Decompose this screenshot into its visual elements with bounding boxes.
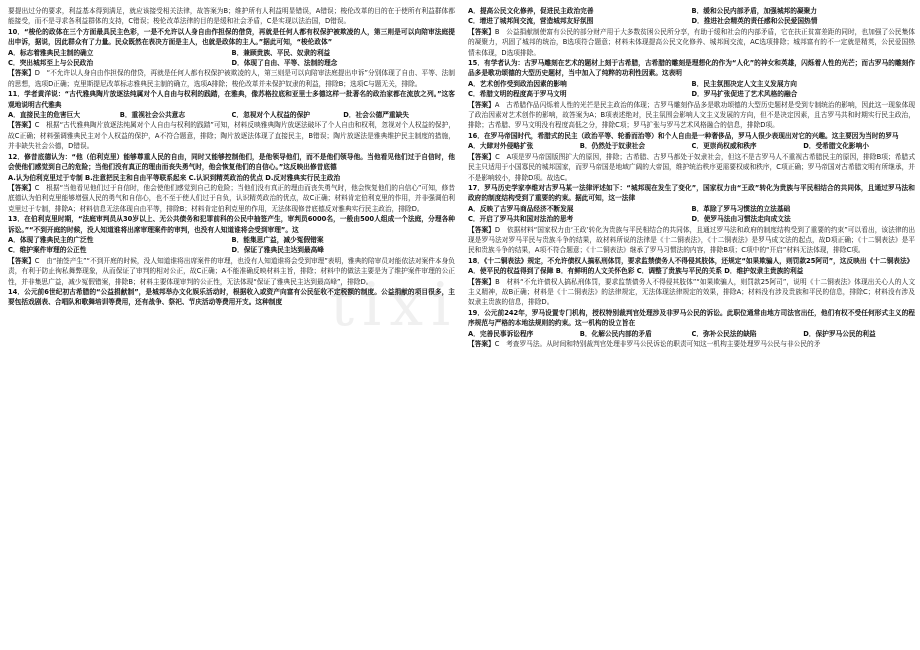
options-row (468, 266, 915, 276)
question-stem: 17．罗马历史学家李维对古罗马某一法律评述如下：“城邦现在发生了变化”，国家权力由“王政”转化为贵族与平民相结合的共同体，且通过罗马法和政府的制度结构受到了重要的约束。据此可知，这一法律 (468, 183, 915, 203)
option: B．能集思广益，减少冤假错案 (231, 235, 324, 244)
answer-explanation (468, 339, 915, 349)
option: B．化解公民内部的矛盾 (579, 329, 652, 338)
options-row (468, 89, 915, 99)
option: D．保护罗马公民的利益 (803, 329, 876, 338)
left-column (8, 6, 455, 308)
answer-text: C 根据“古代雅典陶片放逐法纯属对个人自由与权利的践踏”可知，材料反映雅典陶片放逐法破坏了个人自由和权利，忽视对个人权益的保护，故C正确；材料强调雅典民主对个人权益的保护，A不符合题意，排除；陶片放逐法体现了直接民主，B错误；陶片放逐法是雅典维护民主制度的措施，并非缺失社会公德，D错误。 (8, 121, 456, 151)
option: D．推进社会精英的责任感和公民爱国热情 (691, 17, 818, 26)
options-row (8, 235, 455, 245)
option: B．民主氛围决定人文主义发展方向 (691, 79, 797, 88)
answer-text: C 考查罗马法。从时间和特别裁判官处理非罗马公民诉讼的职责可知这一机构主要处理罗马公民与非公民的矛 (494, 340, 821, 348)
answer-explanation (468, 100, 915, 131)
options-row (8, 110, 455, 120)
option: C．更崇尚权威和秩序 (691, 142, 757, 151)
option: A．提高公民文化修养，促进民主政治完善 (468, 7, 594, 15)
option: C．忽视对个人权益的保护 (231, 111, 310, 120)
options-row (8, 245, 455, 255)
answer-label: 【答案】 (468, 100, 495, 109)
answer-explanation (468, 152, 915, 183)
answer-text: D “不允许以人身自由作担保的借贷，再就是任何人都有权保护被欺凌的人，第三则是可以向陪审法庭提出申诉”分别体现了自由、平等、法制的思想，选项D正确；克里斯提尼改革标志雅典民主制的确立，选项A排除；梭伦改革并未保护奴隶的利益，排除B；选项C与题无关，排除。 (8, 69, 455, 88)
options-row (468, 204, 915, 214)
option: A．反映了古罗马商品经济不断发展 (468, 204, 574, 213)
option: A．艺术创作受到政治因素的影响 (468, 79, 567, 88)
options-row (468, 141, 915, 151)
answer-explanation (8, 256, 455, 287)
option: D．使罗马法由习惯法走向成文法 (691, 215, 791, 224)
question-stem: 10．“梭伦的政体在三个方面最具民主色彩，一是不允许以人身自由作担保的借贷，再就是任何人都有权保护被欺凌的人，第三则是可以向陪审法庭提出申诉，据说，因此群众有了力量。民众既然在表决方面是主人，也就是政体的主人。”据此可知，“梭伦政体” (8, 27, 455, 47)
option: D．受希腊文化影响小 (803, 142, 869, 151)
options-row (468, 16, 915, 26)
answer-text: C 根据“当他看见他们过于自信时，他会使他们感觉到自己的危险；当他们没有真正的理由而丧失勇气时，他会恢复他们的自信心”可知，修昔底德认为伯利克里能够增强人民的勇气和自信心，也不至于使人们过于自负，认识精英政治的优点，故C正确；材料肯定伯利克里的作用，并非强调伯利克里过于专制，排除A；材料信息无法体现自由平等，排除B；材料肯定伯利克里的作用，无法体现修昔底德反对雅典实行民主政治，排除D。 (8, 183, 456, 213)
answer-explanation (468, 225, 915, 256)
option: B．革除了罗马习惯法的立法基础 (691, 204, 791, 213)
answer-explanation (468, 27, 915, 58)
option: C．开启了罗马共和国对法治的思考 (468, 215, 574, 224)
question-stem: 11．学者黄洋说：“古代雅典陶片放逐法纯属对个人自由与权利的践踏，在雅典，像苏格拉底和亚里士多德这样一批著名的政治家都在流放之列。”这客观地说明古代雅典 (8, 90, 455, 109)
option: C．维护案件审理的公正性 (8, 246, 87, 255)
options-row (8, 58, 455, 68)
answer-text: C 由“抽签产生”“不到开庭的时候，没人知道谁将出席案件的审理，也没有人知道谁将会受到审理”表明，雅典的陪审员对能依法对案件本身负责，有利于防止徇私舞弊现象，从而保证了审判的相对公正，故C正确；A不能准确反映材料主旨，排除；材料中的做法主要是为了维护案件审理的公正性，并非集思广益，减少冤假错案，排除B；材料主要体现审判的公正性，无法体现“保证了雅典民主达到最高峰”，排除D。 (8, 256, 455, 286)
option: D．社会公德严重缺失 (343, 111, 409, 120)
option: C．希腊文明的程度高于罗马文明 (468, 90, 567, 99)
answer-label: 【答案】 (8, 69, 35, 78)
answer-text: D 依据材料“国家权力由‘王政’转化为贵族与平民相结合的共同体，且通过罗马法和政府的制度结构受到了重要的约束”可以看出，该法律的出现是罗马法对罗马平民与贵族斗争的结果，故材料所说的法律是《十二铜表法》，《十二铜表法》是罗马成文法的起点，故D项正确；《十二铜表法》是平民和贵族斗争的结果，A项不符合题意；《十二铜表法》继承了罗马习惯法的内容，排除B项；C项中的“开启”材料无法体现，排除C项。 (468, 225, 916, 255)
option: B．重视社会公共意志 (119, 111, 186, 120)
watermark: tixi (330, 270, 459, 340)
option: A．标志着雅典民主制的确立 (8, 48, 94, 57)
answer-explanation (8, 68, 455, 89)
option: D．保证了雅典民主达到最高峰 (231, 246, 324, 255)
answer-text: B 材料“不允许债权人搞私刑体罚，要求监禁债务人不得侵其肢体”“如果欺骗人，则罚款25阿司”，说明《十二铜表法》体现出关心人的人文主义精神，故B正确；材料是《十二铜表法》的法律规定，无法体现法律规定的效果，排除A；材料没有涉及贵族和平民的信息，排除C；材料没有涉及奴隶主贵族的信息，排除D。 (468, 277, 916, 307)
answer-label: 【答案】 (8, 121, 35, 130)
option: B．缓和公民内部矛盾，加强城邦的凝聚力 (691, 7, 817, 15)
question-stem: 18．《十二铜表法》规定，不允许债权人搞私刑体罚，要求监禁债务人不得侵其肢体，还规定“如果欺骗人，则罚款25阿司”，这反映出《十二铜表法》 (468, 256, 914, 265)
option: C．突出城邦至上与公民政治 (8, 59, 94, 68)
option: A．体现了雅典民主的广泛性 (8, 235, 94, 244)
paragraph: 要提出过分的要求，利益基本得到满足，就应该接受相关法律，故答案为B；维护所有人利益明显错误，A错误；梭伦改革的目的在于使所有利益群体都能接受，而不是寻求各利益群体的支持，C错误；梭伦改革法律的目的是缓和社会矛盾，C是实现以法治国，D错误。 (8, 7, 455, 26)
answer-text: C A项是罗马帝国版图扩大的原因，排除；古希腊、古罗马都处于奴隶社会，但这不是古罗马人不重视古希腊民主的原因，排除B项；希腊式民主只适用于小国寡民的城邦国家，而罗马帝国是地域广阔的大帝国，维护统治秩序更需要权威和秩序，C项正确；罗马帝国对古希腊文明有所继承，并不是影响较小，排除D项。故选C。 (468, 152, 916, 182)
question-stem: 12．修昔底德认为：“他（伯利克里）能够尊重人民的自由，同时又能够控制他们，是他领导他们，而不是他们领导他。当他看见他们过于自信时，他会使他们感觉到自己的危险；当他们没有真正的理由而丧失勇气时，他会恢复他们的自信心。”这反映出修昔底德 (8, 152, 455, 172)
options-row (8, 173, 455, 183)
options-row (468, 6, 915, 16)
answer-text: B 公益捐献制使富有公民的部分财产用于大多数贫困公民所分享，有助于缓和社会的内部矛盾，它在扶正贫富差距的同时，也加强了公民集体的凝聚力，巩固了城邦的统治，B选项符合题意；材料未体现提高公民文化修养、城邦间交流，AC选项排除；城邦富有的不一定就是精英，公民爱国热情未体现，D选项排除。 (468, 27, 915, 57)
option: C．增进了城邦间交流，营造城邦友好氛围 (468, 17, 594, 26)
option: C．弥补公民法的缺陷 (691, 329, 757, 338)
question-stem: 19．公元前242年，罗马设置专门机构，授权特别裁判官处理涉及非罗马公民的诉讼。此职位通常由地方司法官出任，他们有权不受任何形式主义的程序规范与严格的本地法规则的约束。这一机构的设立旨在 (468, 308, 915, 328)
answer-label: 【答案】 (8, 183, 35, 192)
answer-label: 【答案】 (468, 152, 496, 161)
answer-label: 【答案】 (468, 340, 495, 348)
answer-explanation (468, 277, 915, 308)
question-stem: 16．在罗马帝国时代，希腊式的民主（政治平等、轮番而治等）和个人自由是一种奢侈品，罗马人很少表现出对它的兴趣。这主要因为当时的罗马 (468, 131, 899, 140)
question-stem: 13．在伯利克里时期，“法庭审判员从30岁以上、无公共债务和犯罪前科的公民中抽签产生，审判员6000名，一般由500人组成一个法庭，分理各种诉讼。”“不到开庭的时候，没人知道谁将出席审理案件的审判，也没有人知道谁将会受到审理”。这 (8, 215, 455, 234)
option: A．使平民的权益得到了保障 B．有鲜明的人文关怀色彩 C．调整了贵族与平民的关系 D．维护奴隶主贵族的利益 (468, 267, 804, 276)
answer-explanation (8, 120, 455, 151)
question-stem: 15．有学者认为：古罗马雕刻在艺术的题材上刻于古希腊，古希腊的雕刻是理想化的作为“人化”的神女和英雄，闪烁着人性的光芒；而古罗马的雕刻作品多是歌功颂德的大型历史题材，当中加入了纯粹的功利性因素。这表明 (468, 59, 915, 78)
option: D．体现了自由、平等、法制的理念 (231, 59, 338, 68)
options-row (468, 329, 915, 339)
answer-text: A 古希腊作品闪烁着人性的光芒是民主政治的体现；古罗马雕刻作品多是歌功颂德的大型历史题材是受到专制统治的影响，因此这一现象体现了政治因素对艺术创作的影响，故答案为A；B项表述绝对，民主氛围会影响人文主义发展的方向，但不是决定因素，且古罗马共和时期实行民主政治，排除；古希腊、罗马文明没有程度高低之分，排除C项；罗马扩张与罗马艺术风格融合的信息，排除D项。 (468, 100, 916, 130)
option: A．完善民事诉讼程序 (468, 329, 534, 338)
option: B．兼顾贵族、平民、奴隶的利益 (231, 48, 331, 57)
options-row (8, 48, 455, 58)
options-row (468, 79, 915, 89)
option: B．仍然处于奴隶社会 (579, 142, 646, 151)
answer-label: 【答案】 (8, 256, 35, 265)
answer-label: 【答案】 (468, 277, 496, 286)
answer-label: 【答案】 (468, 225, 495, 234)
option: D．罗马扩张促进了艺术风格的融合 (691, 90, 798, 99)
question-stem: 14．公元前6世纪初古希腊的“公益捐献制”，是城邦举办文化娱乐活动时，根据收入或资产向富有公民征收不定税额的制度。公益捐献的项目很多，主要包括戏剧表、合唱队和歌舞培训等费用，还有战争、祭祀、节庆活动等费用开支。这种制度 (8, 287, 455, 307)
answer-label: 【答案】 (468, 27, 495, 36)
option: A．直接民主的危害巨大 (8, 111, 81, 120)
options-row (468, 214, 915, 224)
option: A．大肆对外侵略扩张 (468, 142, 534, 151)
answer-explanation (8, 183, 455, 214)
option: A.认为伯利克里过于专制 B.注意把民主和自由平等联系起来 C.认识到精英政治的优点 D.反对雅典实行民主政治 (8, 173, 341, 182)
right-column (468, 6, 915, 349)
